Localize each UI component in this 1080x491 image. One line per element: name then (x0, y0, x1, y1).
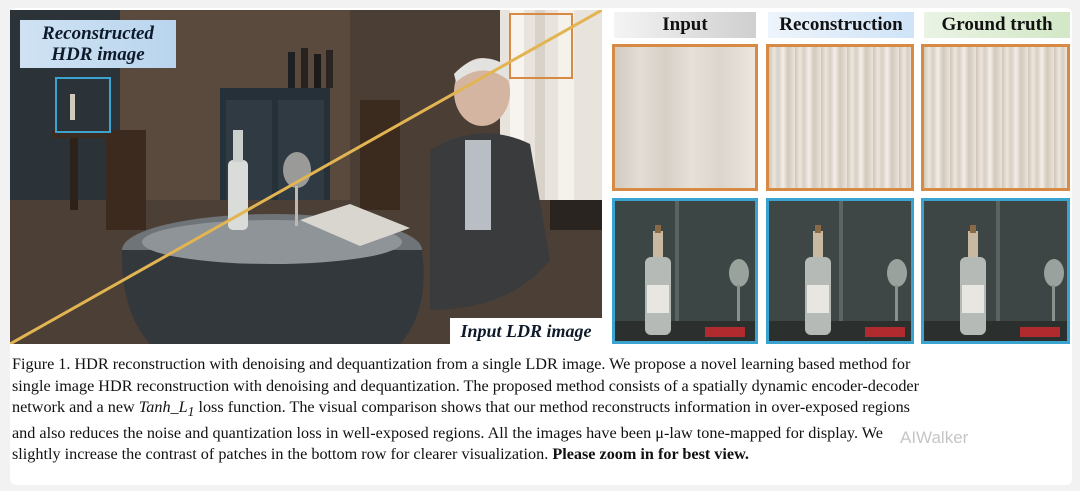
column-header-input: Input (614, 12, 756, 38)
watermark-text: AIWalker (900, 428, 969, 447)
caption-line: Figure 1. HDR reconstruction with denoising and dequantization from a single LDR image. We propose a novel learning based method for (12, 355, 911, 373)
math-tanh-l1: $Tanh\_L_1$ (138, 398, 195, 420)
reconstructed-hdr-label (20, 20, 176, 68)
input-ldr-label: Input LDR image (450, 318, 602, 344)
reconstructed-label-line1: Reconstructed (42, 23, 154, 44)
caption-text: network and a new (12, 398, 135, 416)
patch-ground-truth-well-exposed (921, 198, 1070, 344)
column-header-ground-truth: Ground truth (924, 12, 1070, 38)
caption-line: single image HDR reconstruction with denoising and dequantization. The proposed method consists of a spatially dynamic encoder-decoder (12, 376, 919, 395)
patch-input-well-exposed (612, 198, 758, 344)
patch-reconstruction-overexposed (766, 44, 914, 191)
reconstructed-label-line2: HDR image (51, 44, 145, 65)
column-header-reconstruction: Reconstruction (768, 12, 914, 38)
figure-caption (12, 354, 1072, 466)
caption-line: and also reduces the noise and quantization loss in well-exposed regions. All the images have been μ-law tone-mapped for display. We (12, 423, 883, 442)
caption-text: loss function. The visual comparison shows that our method reconstructs information in over-exposed regions (198, 398, 910, 416)
caption-bold-note: Please zoom in for best view. (552, 445, 749, 464)
hdr-scene-image (10, 10, 602, 344)
caption-line (12, 397, 1072, 423)
caption-text: slightly increase the contrast of patches in the bottom row for clearer visualization. (12, 445, 549, 464)
patch-input-overexposed (612, 44, 758, 191)
patch-reconstruction-well-exposed (766, 198, 914, 344)
patch-ground-truth-overexposed (921, 44, 1070, 191)
